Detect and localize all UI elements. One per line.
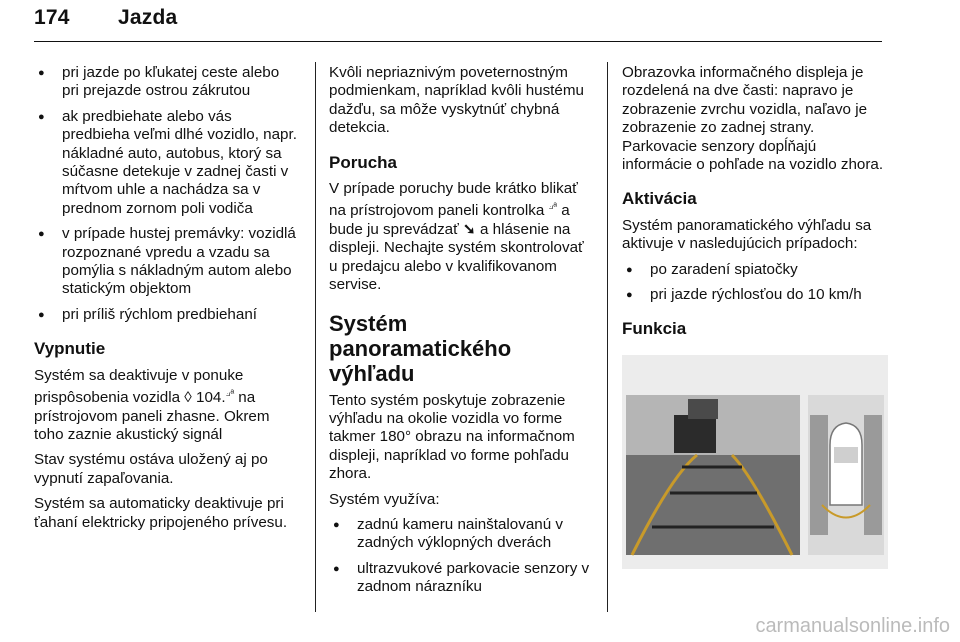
paragraph: Obrazovka informačného displeja je rozdelená na dve časti: napravo je zobrazenie zvrchu vozidla, naľavo je zobrazenie zo zadnej strany. Parkovacie senzory dopĺňajú informácie o pohľade na vozidlo zhora. <box>622 64 884 174</box>
paragraph: Tento systém poskytuje zobrazenie výhľadu na okolie vozidla vo forme takmer 180° obrazu na informačnom displeji, napríklad vo forme pohľadu zhora. <box>329 391 575 483</box>
list-item: ● ultrazvukové parkovacie senzory v zadnom nárazníku <box>329 560 595 597</box>
page-reference-link[interactable]: ◊ 104. <box>184 389 226 407</box>
vypnutie-heading: Vypnutie <box>34 339 106 359</box>
text-run: a bude ju sprevádzať <box>329 202 570 238</box>
panoramic-display-figure <box>622 355 888 569</box>
page-header <box>34 6 177 30</box>
list-item: ● ak predbiehate alebo vás predbieha veľmi dlhé vozidlo, napr. nákladné auto, autobus, ktorý sa súčasne detekuje v zadnej časti v mŕtvom uhle a nachádza sa v prednom zornom poli vodiča <box>34 108 300 218</box>
blind-spot-icon: ⟓ᵃ <box>548 201 557 213</box>
paragraph: Stav systému ostáva uložený aj po vypnutí zapaľovania. <box>34 451 268 487</box>
paragraph: Systém panoramatického výhľadu sa aktivuje v nasledujúcich prípadoch: <box>622 216 872 253</box>
list-item: ● po zaradení spiatočky <box>622 261 888 279</box>
column-divider-2 <box>607 62 608 612</box>
list-item: ● zadnú kameru nainštalovanú v zadných výklopných dverách <box>329 516 595 553</box>
chime-icon: ➘ <box>463 220 476 238</box>
paragraph: Systém využíva: <box>329 490 440 508</box>
component-list <box>329 516 595 597</box>
column-3 <box>622 64 888 569</box>
aktivacia-heading: Aktivácia <box>622 189 697 209</box>
funkcia-heading: Funkcia <box>622 319 687 339</box>
text-run: a hlásenie na displeji. Nechajte systém skontrolovať u predajcu alebo v kvalifikovanom servise. <box>329 220 584 294</box>
panoramic-display-illustration <box>622 355 888 569</box>
activation-list <box>622 261 888 305</box>
chapter-title: Jazda <box>118 6 178 29</box>
text-run: Systém sa deaktivuje v ponuke prispôsobenia vozidla <box>34 366 244 407</box>
column-divider-1 <box>315 62 316 612</box>
condition-list <box>34 64 300 324</box>
watermark-link[interactable]: carmanualsonline.info <box>755 615 950 637</box>
text-run: na prístrojovom paneli zhasne. Okrem toho zaznie akustický signál <box>34 389 270 443</box>
column-1 <box>34 64 300 539</box>
list-item: ● pri príliš rýchlom predbiehaní <box>34 306 300 324</box>
rear-camera-view <box>626 395 800 555</box>
list-item: ● pri jazde rýchlosťou do 10 km/h <box>622 286 888 304</box>
list-item: ● v prípade hustej premávky: vozidlá rozpoznané vpredu a vzadu sa pomýlia s nákladným autom alebo statickým objektom <box>34 225 300 299</box>
vypnutie-paragraph <box>34 367 300 445</box>
porucha-heading: Porucha <box>329 152 398 172</box>
page-number: 174 <box>34 6 70 29</box>
header-rule <box>34 41 882 42</box>
column-2 <box>329 64 595 604</box>
section-heading: Systém panoramatického výhľadu <box>329 310 512 386</box>
top-view <box>808 395 884 555</box>
porucha-paragraph <box>329 180 595 295</box>
paragraph: Kvôli nepriaznivým poveternostným podmienkam, napríklad kvôli hustému dažďu, sa môže vyskytnúť chybná detekcia. <box>329 64 584 137</box>
blind-spot-icon: ⟓ᵃ <box>225 388 235 400</box>
paragraph: Systém sa automaticky deaktivuje pri ťahaní elektricky pripojeného prívesu. <box>34 495 288 531</box>
text-run: V prípade poruchy bude krátko blikať na prístrojovom paneli kontrolka <box>329 180 578 220</box>
list-item: ● pri jazde po kľukatej ceste alebo pri prejazde ostrou zákrutou <box>34 64 300 101</box>
